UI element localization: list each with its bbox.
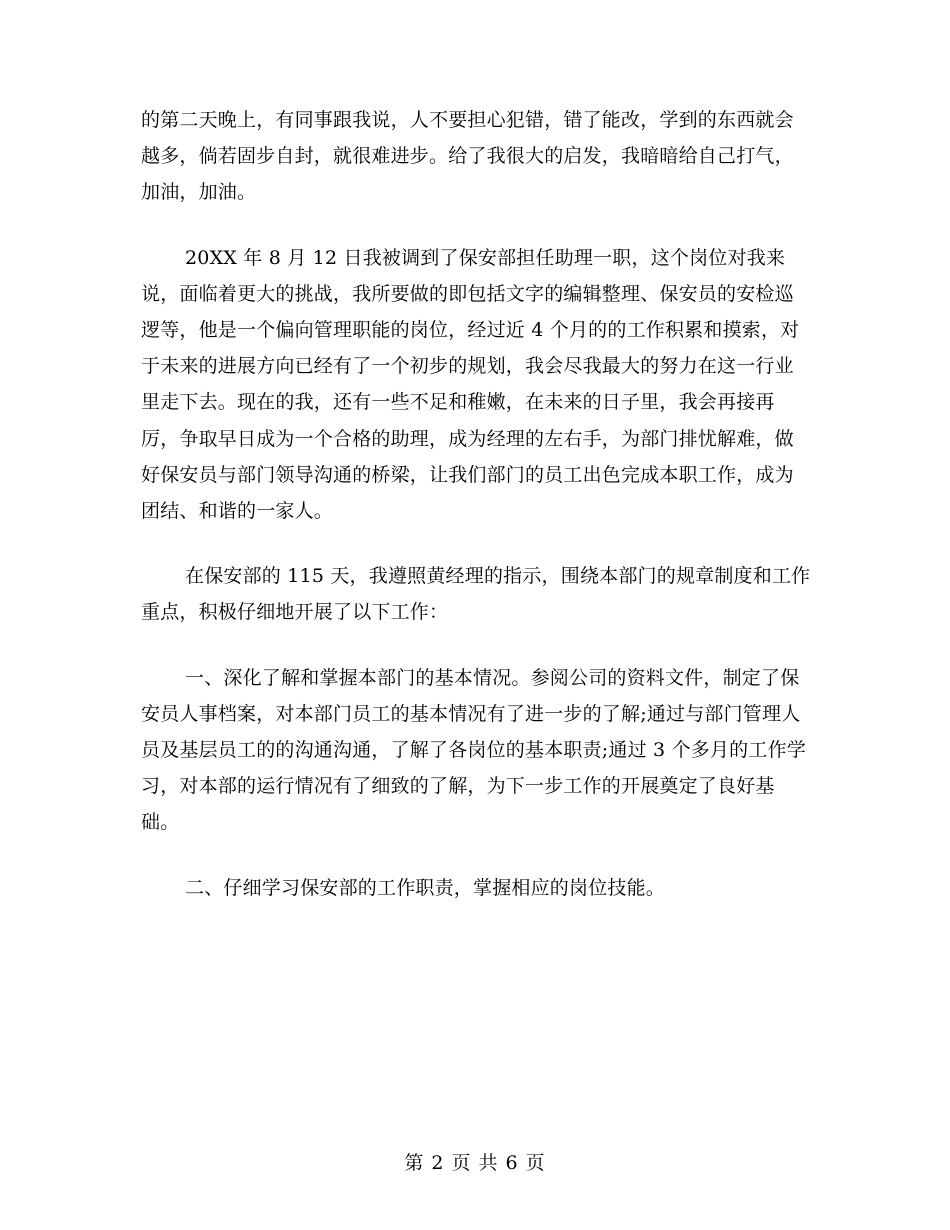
paragraph-item-two: 二、仔细学习保安部的工作职责，掌握相应的岗位技能。 — [185, 876, 666, 899]
page-number-footer: 第 2 页 共 6 页 — [404, 1152, 546, 1174]
document-body — [141, 102, 811, 935]
paragraph-assistant-role: 20XX 年 8 月 12 日我被调到了保安部担任助理一职，这个岗位对我来说，面临着更大的挑战，我所要做的即包括文字的编辑整理、保安员的安检巡逻等，他是一个偏向管理职能的岗位，经过近 4 个月的的工作积累和摸索，对于未来的进展方向已经有了一个初步的规划，我会尽我最大的努力在这一行业里走下去。现在的我，还有一些不足和稚嫩，在未来的日子里，我会再接再厉，争取早日成为一个合格的助理，成为经理的左右手，为部门排忧解难，做好保安员与部门领导沟通的桥梁，让我们部门的员工出色完成本职工作，成为团结、和谐的一家人。 — [141, 246, 800, 523]
paragraph-115-days: 在保安部的 115 天，我遵照黄经理的指示，围绕本部门的规章制度和工作重点，积极仔细地开展了以下工作： — [141, 565, 811, 624]
paragraph-continuation: 的第二天晚上，有同事跟我说，人不要担心犯错，错了能改，学到的东西就会越多，倘若固步自封，就很难进步。给了我很大的启发，我暗暗给自己打气，加油，加油。 — [141, 109, 794, 204]
paragraph-item-one: 一、深化了解和掌握本部门的基本情况。参阅公司的资料文件，制定了保安员人事档案，对本部门员工的基本情况有了进一步的了解;通过与部门管理人员及基层员工的的沟通沟通，了解了各岗位的基本职责;通过 3 个多月的工作学习，对本部的运行情况有了细致的了解，为下一步工作的开展奠定了良好基础。 — [141, 666, 806, 834]
